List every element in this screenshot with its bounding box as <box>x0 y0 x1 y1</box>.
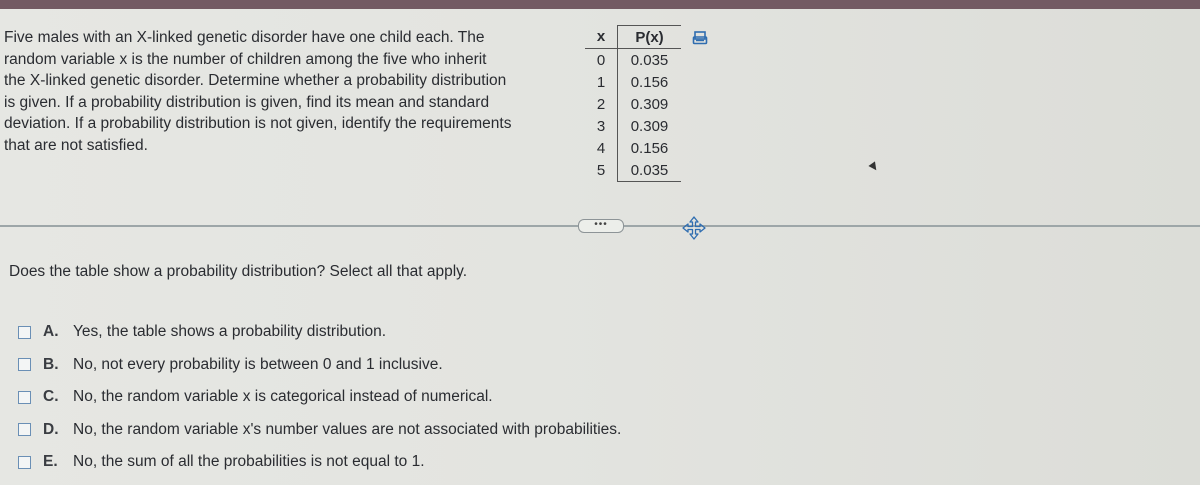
more-button[interactable]: ••• <box>578 219 624 233</box>
question-line: random variable x is the number of children among the five who inherit <box>4 50 487 68</box>
header-px: P(x) <box>618 26 682 49</box>
option-letter: B. <box>43 355 59 373</box>
option-b[interactable] <box>18 349 621 382</box>
table-header-row <box>585 26 681 49</box>
checkbox[interactable] <box>18 358 31 371</box>
cell-x: 3 <box>585 115 618 137</box>
cell-x: 0 <box>585 49 618 72</box>
cell-px: 0.035 <box>618 159 682 182</box>
table-row <box>585 93 681 115</box>
option-d[interactable] <box>18 414 621 447</box>
option-text: No, the sum of all the probabilities is not equal to 1. <box>73 453 425 471</box>
header-x: x <box>585 26 618 49</box>
table-row <box>585 137 681 159</box>
option-letter: A. <box>43 323 59 341</box>
question-line: deviation. If a probability distribution is not given, identify the requirements <box>4 115 512 132</box>
cell-px: 0.156 <box>630 73 669 91</box>
cell-px: 0.035 <box>630 51 669 69</box>
copy-icon[interactable] <box>692 31 708 45</box>
option-text: No, the random variable x's number values are not associated with probabilities. <box>73 420 622 438</box>
cell-px: 0.309 <box>630 117 669 135</box>
option-letter: C. <box>43 388 59 406</box>
checkbox[interactable] <box>18 391 31 404</box>
option-a[interactable] <box>18 316 621 349</box>
cell-px: 0.156 <box>630 139 669 157</box>
top-bar <box>0 0 1200 9</box>
question-line: that are not satisfied. <box>4 136 148 154</box>
cell-x: 2 <box>585 93 618 115</box>
answer-options <box>18 316 621 479</box>
cell-px: 0.309 <box>630 95 669 113</box>
cell-x: 5 <box>585 159 618 182</box>
question-line: is given. If a probability distribution is given, find its mean and standard <box>4 93 490 111</box>
checkbox[interactable] <box>18 456 31 469</box>
checkbox[interactable] <box>18 423 31 436</box>
table-row <box>585 49 681 72</box>
option-letter: D. <box>43 420 59 438</box>
table-row <box>585 71 681 93</box>
question-text <box>4 27 584 156</box>
question-line: the X-linked genetic disorder. Determine whether a probability distribution <box>4 72 507 89</box>
table-row <box>585 159 681 182</box>
option-text: Yes, the table shows a probability distribution. <box>73 323 387 341</box>
option-c[interactable] <box>18 381 621 414</box>
move-icon[interactable] <box>681 215 707 241</box>
cell-x: 1 <box>585 71 618 93</box>
checkbox[interactable] <box>18 326 31 339</box>
option-text: No, not every probability is between 0 and 1 inclusive. <box>73 355 443 373</box>
question-line: Five males with an X-linked genetic disorder have one child each. The <box>4 29 485 46</box>
prompt-text: Does the table show a probability distribution? Select all that apply. <box>9 263 468 280</box>
probability-table <box>585 25 681 182</box>
option-text: No, the random variable x is categorical instead of numerical. <box>73 388 493 406</box>
table-row <box>585 115 681 137</box>
cell-x: 4 <box>585 137 618 159</box>
option-e[interactable] <box>18 446 621 479</box>
option-letter: E. <box>43 453 58 471</box>
